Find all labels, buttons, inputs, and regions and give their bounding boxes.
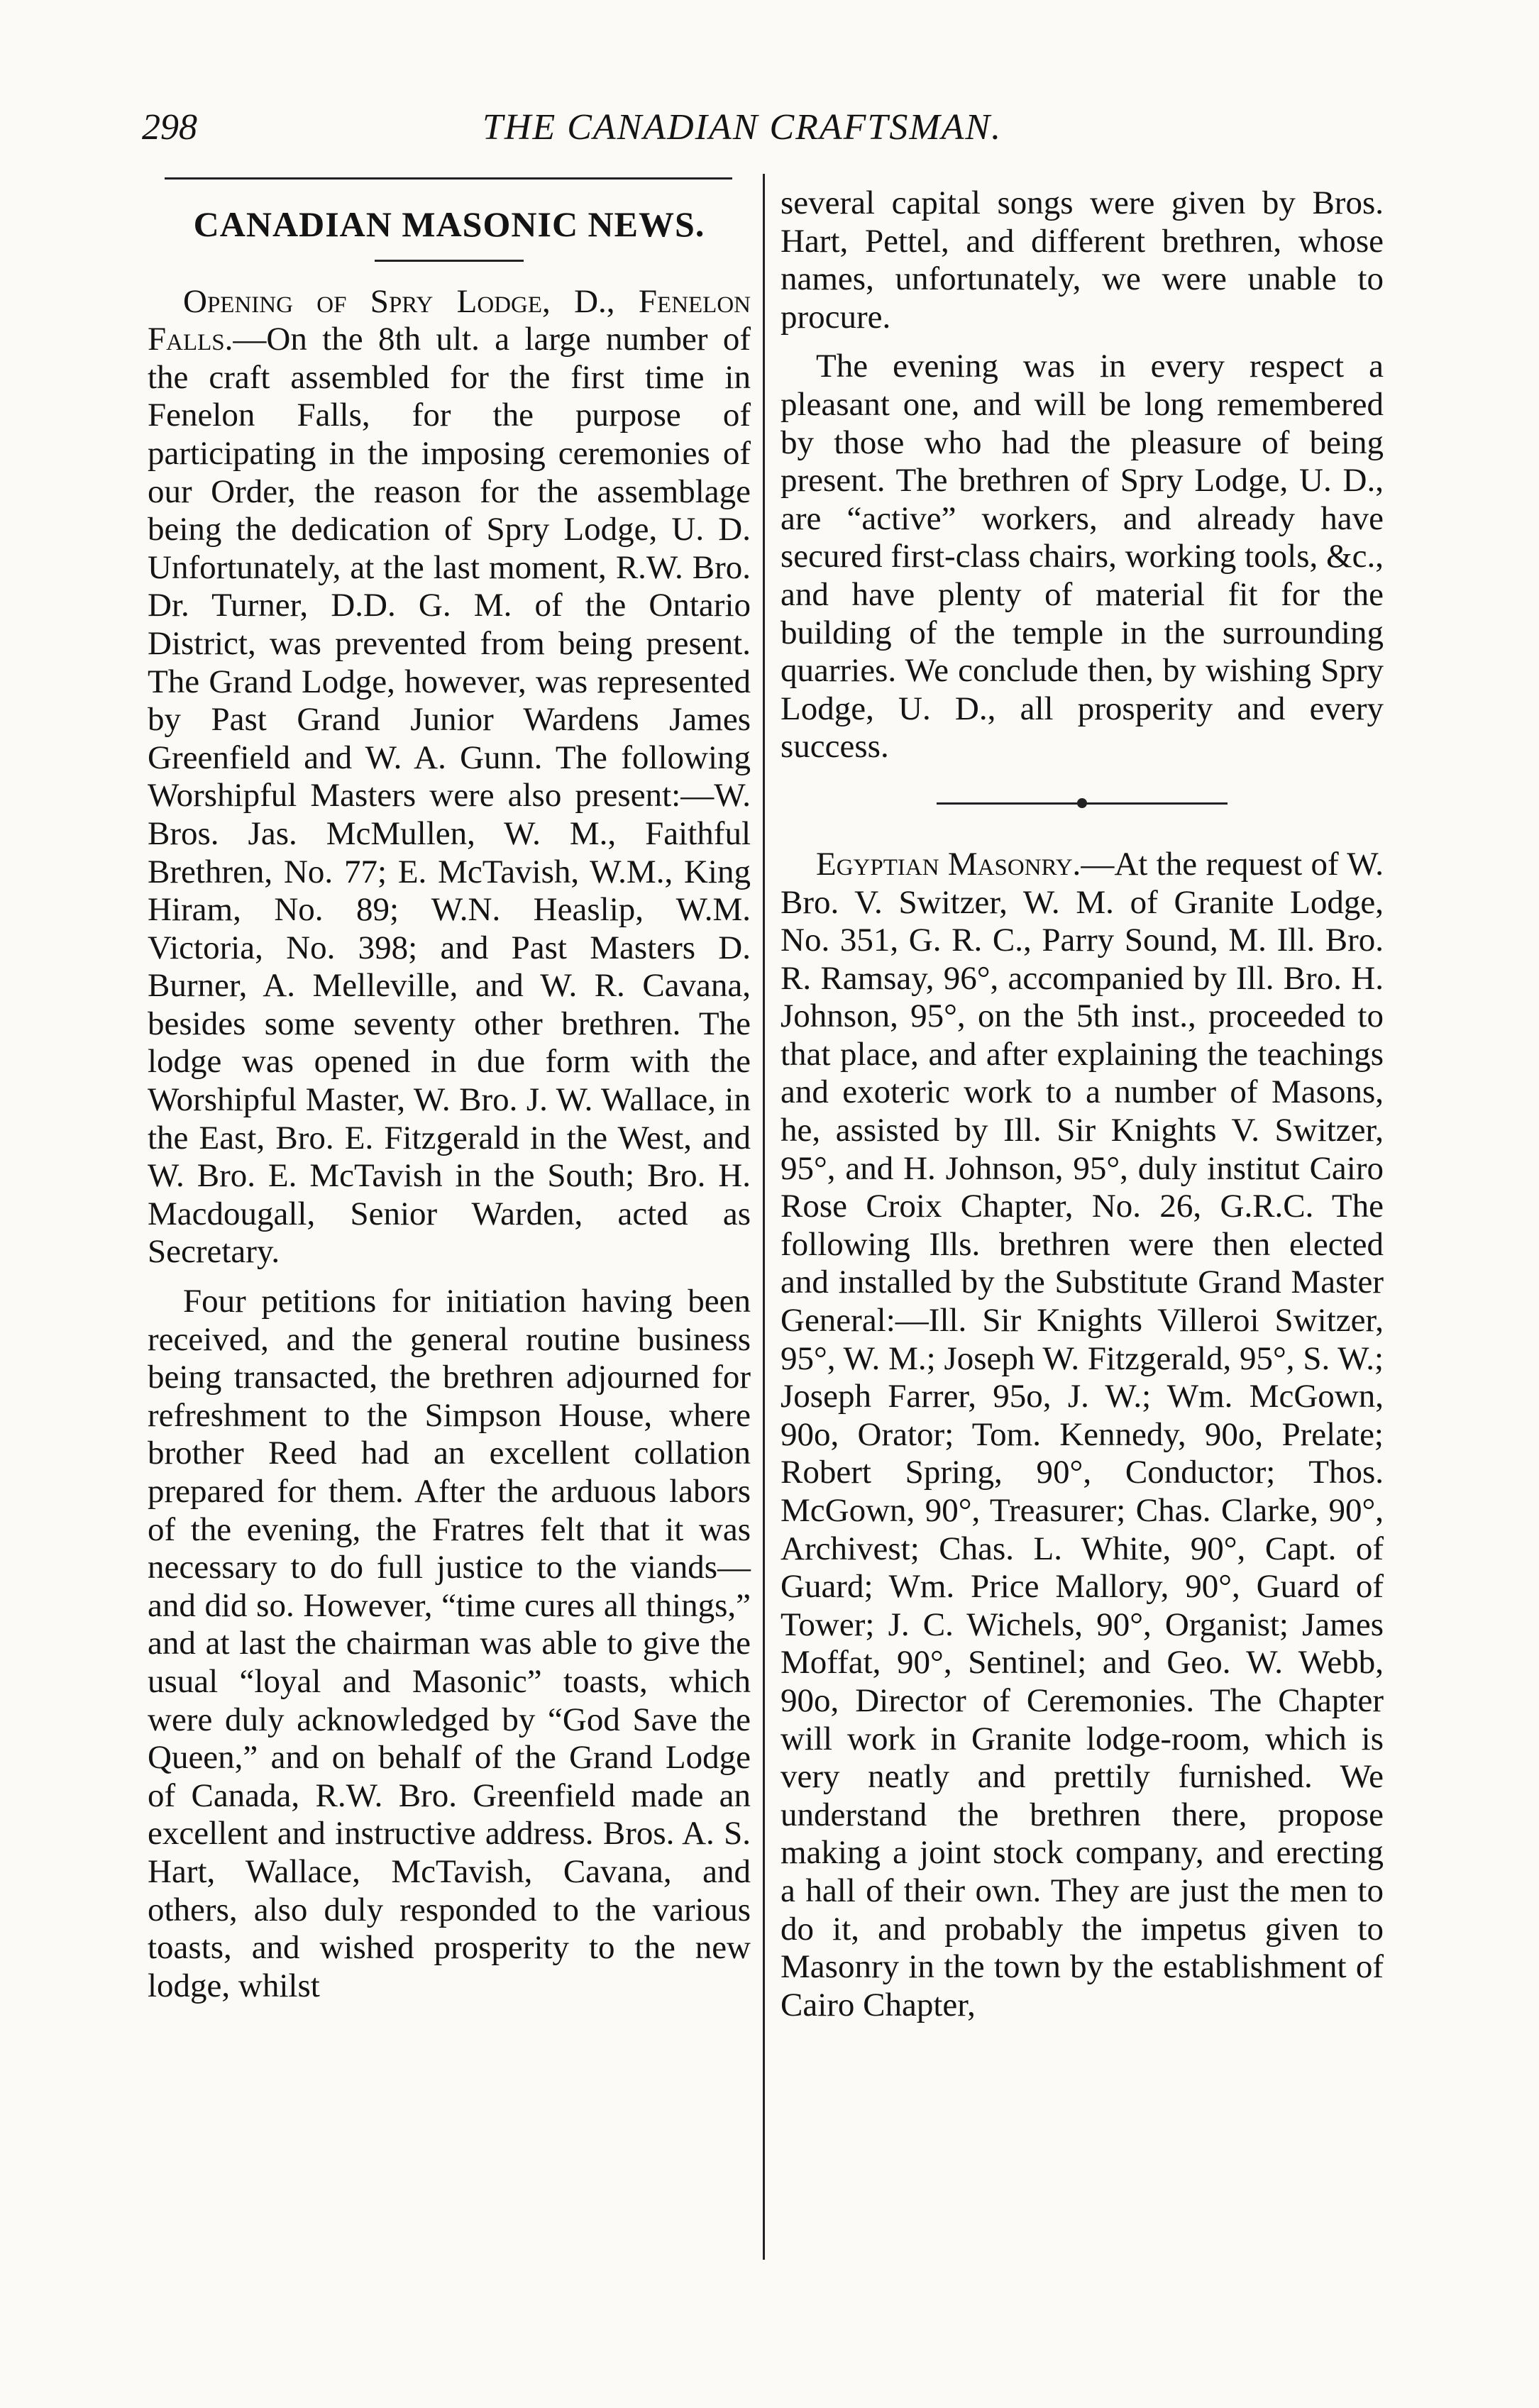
article-paragraph [148,283,751,1271]
page-number: 298 [142,107,197,148]
page-header [142,106,1391,163]
left-column [148,184,751,2016]
article-paragraph: Four petitions for initiation having been received, and the general routine business being transacted, the brethren adjourned for refreshment to the Simpson House, where brother Reed had an excellent collation prepared for them. After the arduous labors of the evening, the Fratres felt that it was necessary to do full justice to the viands—and did so. However, “time cures all things,” and at last the chairman was able to give the usual “loyal and Masonic” toasts, which were duly acknowledged by “God Save the Queen,” and on behalf of the Grand Lodge of Canada, R.W. Bro. Greenfield made an excellent and instructive address. Bros. A. S. Hart, Wallace, McTavish, Cavana, and others, also duly responded to the various toasts, and wished prosperity to the new lodge, whilst [148,1283,751,2004]
divider-ornament [1077,798,1087,808]
section-title-rule [375,260,524,262]
right-column [780,184,1384,2036]
column-divider [763,174,765,2260]
running-title: THE CANADIAN CRAFTSMAN. [482,107,1003,148]
section-title: CANADIAN MASONIC NEWS. [193,204,705,244]
article-text: —On the 8th ult. a large number of the craft assembled for the first time in Fenelon Falls, for the purpose of participating in the imposing ceremonies of our Order, the reason for the assemblage being the dedication of Spry Lodge, U. D. Unfortunately, at the last moment, R.W. Bro. Dr. Turner, D.D. G. M. of the Ontario District, was prevented from being present. The Grand Lodge, however, was represented by Past Grand Junior Wardens James Greenfield and W. A. Gunn. The following Worshipful Masters were also present:—W. Bros. Jas. McMullen, W. M., Faithful Brethren, No. 77; E. McTavish, W.M., King Hiram, No. 89; W.N. Heaslip, W.M. Victoria, No. 398; and Past Masters D. Burner, A. Melleville, and W. R. Cavana, besides some seventy other brethren. The lodge was opened in due form with the Worshipful Master, W. Bro. J. W. Wallace, in the East, Bro. E. Fitzgerald in the West, and W. Bro. E. McTavish in the South; Bro. H. Macdougall, Senior Warden, acted as Secretary. [148,321,751,1271]
article-heading: Opening of Spry Lodge, D., Fenelon Falls. [148,282,751,358]
article-paragraph [780,846,1384,2024]
article-heading: Egyptian Masonry. [816,845,1081,883]
article-paragraph: The evening was in every respect a pleasant one, and will be long remembered by those who had the pleasure of being present. The brethren of Spry Lodge, U. D., are “active” workers, and already have secured first-class chairs, working tools, &c., and have plenty of material fit for the building of the temple in the surrounding quarries. We conclude then, by wishing Spry Lodge, U. D., all prosperity and every success. [780,348,1384,766]
header-rule [165,177,732,180]
article-divider [780,795,1384,812]
article-paragraph-continued: several capital songs were given by Bros. Hart, Pettel, and different brethren, whose names, unfortunately, we were unable to procure. [780,184,1384,336]
article-text: —At the request of W. Bro. V. Switzer, W. M. of Granite Lodge, No. 351, G. R. C., Parry Sound, M. Ill. Bro. R. Ramsay, 96°, accompanied by Ill. Bro. H. Johnson, 95°, on the 5th inst., proceeded to that place, and after explaining the teachings and exoteric work to a number of Masons, he, assisted by Ill. Sir Knights V. Switzer, 95°, and H. Johnson, 95°, duly institut Cairo Rose Croix Chapter, No. 26, G.R.C. The following Ills. brethren were then elected and installed by the Substitute Grand Master General:—Ill. Sir Knights Villeroi Switzer, 95°, W. M.; Joseph W. Fitzgerald, 95°, S. W.; Joseph Farrer, 95o, J. W.; Wm. McGown, 90o, Orator; Tom. Kennedy, 90o, Prelate; Robert Spring, 90°, Conductor; Thos. McGown, 90°, Treasurer; Chas. Clarke, 90°, Archivest; Chas. L. White, 90°, Capt. of Guard; Wm. Price Mallory, 90°, Guard of Tower; J. C. Wichels, 90°, Organist; James Moffat, 90°, Sentinel; and Geo. W. Webb, 90o, Director of Ceremonies. The Chapter will work in Granite lodge-room, which is very neatly and prettily furnished. We understand the brethren there, propose making a joint stock company, and erecting a hall of their own. They are just the men to do it, and probably the impetus given to Masonry in the town by the establishment of Cairo Chapter, [780,845,1384,2023]
